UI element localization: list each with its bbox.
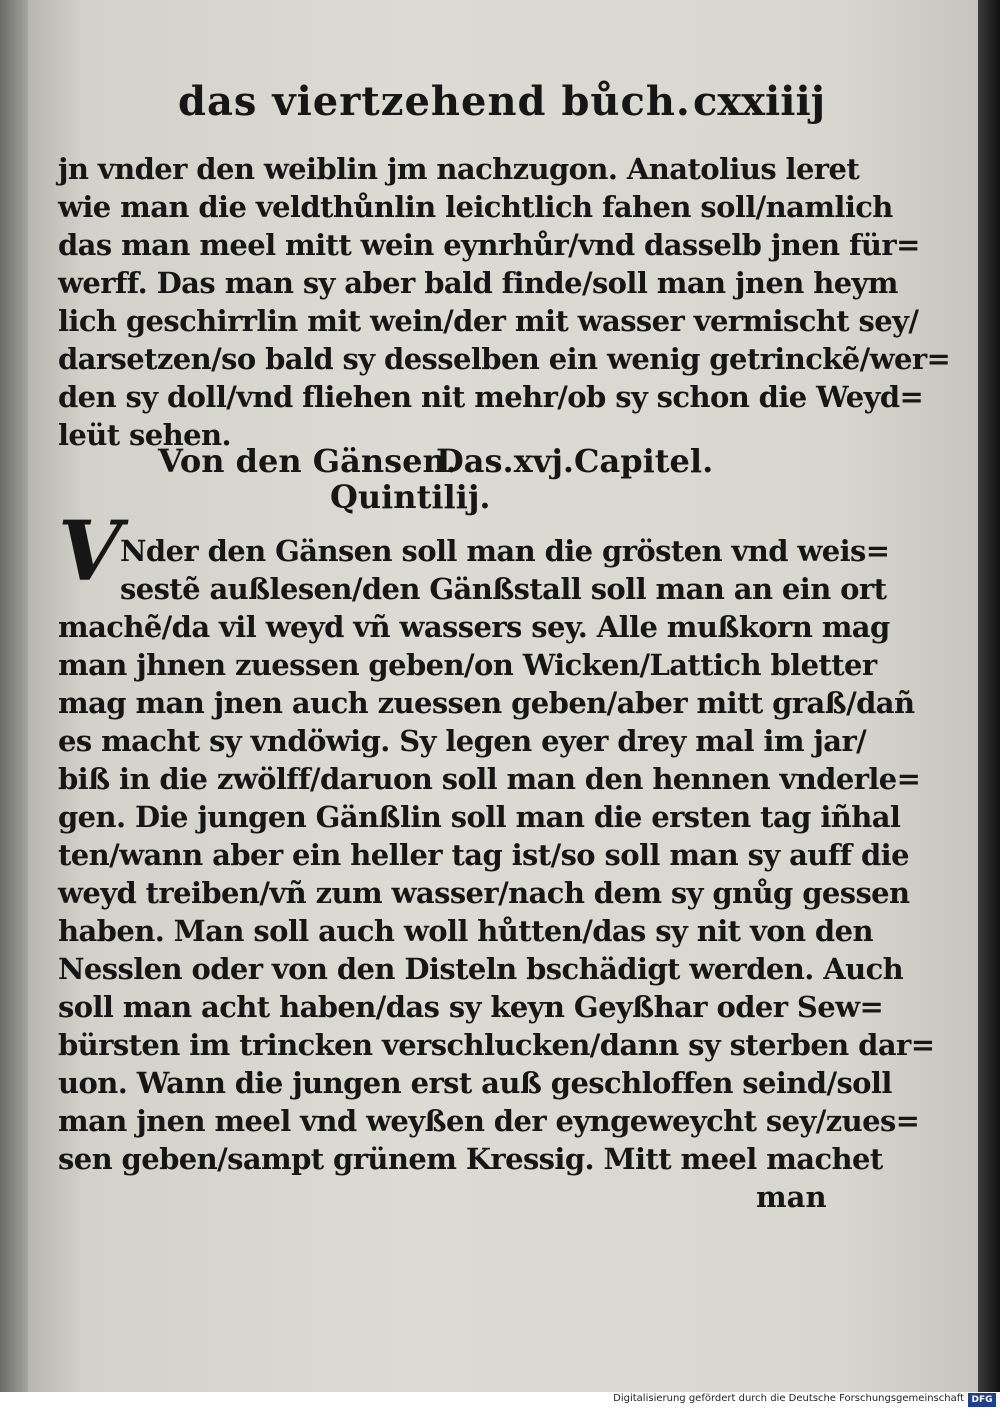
text-line: biß in die zwölff/daruon soll man den hennen vnderle= — [58, 762, 921, 796]
text-line: das man meel mitt wein eynrhůr/vnd dasselb jnen für= — [58, 228, 920, 262]
text-line: man jhnen zuessen geben/on Wicken/Lattich bletter — [58, 648, 877, 682]
chapter-author: Quintilij. — [330, 478, 491, 516]
text-line: wie man die veldthůnlin leichtlich fahen soll/namlich — [58, 190, 893, 224]
text-line: uon. Wann die jungen erst auß geschloffen seind/soll — [58, 1066, 892, 1100]
text-line: weyd treiben/vñ zum wasser/nach dem sy gnůg gessen — [58, 876, 910, 910]
text-line: mag man jnen auch zuessen geben/aber mitt graß/dañ — [58, 686, 915, 720]
text-line: jn vnder den weiblin jm nachzugon. Anatolius leret — [58, 152, 860, 186]
book-page — [28, 0, 978, 1392]
text-line: man jnen meel vnd weyßen der eyngeweycht sey/zues= — [58, 1104, 920, 1138]
decorated-initial: V — [58, 504, 122, 600]
folio-number: cxxiiij — [693, 78, 826, 125]
dfg-logo: DFG — [968, 1393, 996, 1407]
text-line: werff. Das man sy aber bald finde/soll man jnen heym — [58, 266, 898, 300]
text-line: sen geben/sampt grünem Kressig. Mitt meel machet — [58, 1142, 883, 1176]
text-line: darsetzen/so bald sy desselben ein wenig getrinckẽ/wer= — [58, 342, 951, 376]
text-line: soll man acht haben/das sy keyn Geyßhar oder Sew= — [58, 990, 884, 1024]
text-line: gen. Die jungen Gänßlin soll man die ersten tag iñhal — [58, 800, 901, 834]
text-line: bürsten im trincken verschlucken/dann sy sterben dar= — [58, 1028, 935, 1062]
running-head: das viertzehend bůch. — [178, 78, 691, 125]
catchword: man — [756, 1180, 827, 1214]
text-line: machẽ/da vil weyd vñ wassers sey. Alle mußkorn mag — [58, 610, 890, 644]
text-line: ten/wann aber ein heller tag ist/so soll man sy auff die — [58, 838, 909, 872]
footer-credit: Digitalisierung gefördert durch die Deutsche Forschungsgemeinschaft — [613, 1393, 964, 1404]
chapter-title: Von den Gänsen. — [158, 442, 457, 480]
scan-edge — [978, 0, 1000, 1392]
book-spine — [0, 0, 30, 1392]
text-line: leüt sehen. — [58, 418, 231, 452]
text-line: haben. Man soll auch woll hůtten/das sy nit von den — [58, 914, 873, 948]
text-line: sestẽ außlesen/den Gänßstall soll man an ein ort — [120, 572, 887, 606]
text-line: Nesslen oder von den Disteln bschädigt werden. Auch — [58, 952, 904, 986]
text-line: es macht sy vndöwig. Sy legen eyer drey mal im jar/ — [58, 724, 867, 758]
text-line: Nder den Gänsen soll man die grösten vnd weis= — [120, 534, 890, 568]
text-line: den sy doll/vnd fliehen nit mehr/ob sy schon die Weyd= — [58, 380, 924, 414]
chapter-number: Das.xvj.Capitel. — [436, 442, 714, 480]
text-line: lich geschirrlin mit wein/der mit wasser vermischt sey/ — [58, 304, 919, 338]
